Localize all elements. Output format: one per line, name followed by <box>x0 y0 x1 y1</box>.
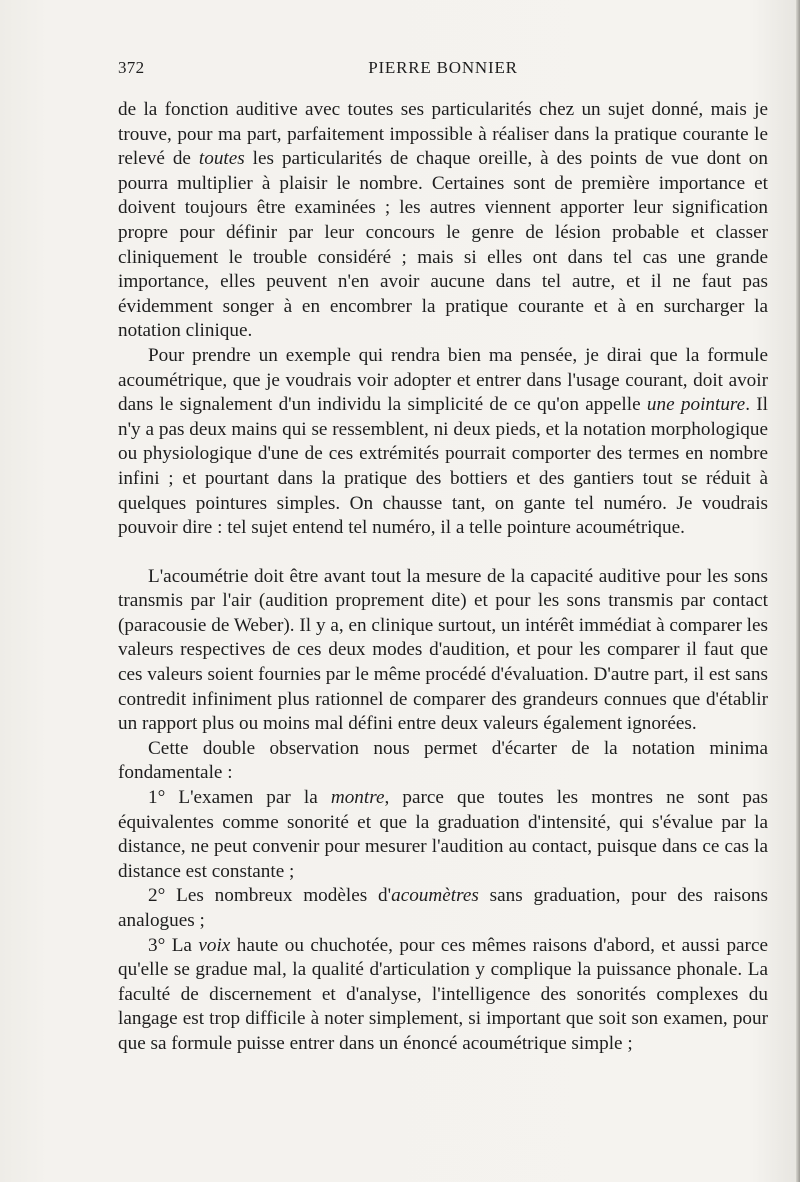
italic-run: voix <box>198 934 231 956</box>
italic-run: une pointure <box>646 394 746 416</box>
text-run: . Il n'y a pas deux mains qui se ressemblent, ni deux pieds, et la notation morphologique ou physiologique d'une de ces extrémités pourrait comporter des termes en nombre infini ; et pourtant dans la pratique des bottiers et des gantiers tout se réduit à quelques pointures simples. On chausse tant, on gante tel numéro. Je voudrais pouvoir dire : tel sujet entend tel numéro, il a telle pointure acoumétrique. <box>118 394 768 539</box>
paragraph <box>118 565 768 737</box>
italic-run: montre <box>330 787 385 809</box>
text-run: 1° L'examen par la <box>148 787 331 809</box>
text-run: haute ou chuchotée, pour ces mêmes raisons d'abord, et aussi parce qu'elle se gradue mal, la qualité d'articulation y complique la puissance phonale. La faculté de discernement et d'analyse, l'intelligence des sonorités complexes du langage est trop difficile à noter simplement, si important que soit son examen, pour que sa formule puisse entrer dans un énoncé acoumétrique simple ; <box>118 934 768 1054</box>
page-header <box>118 58 768 86</box>
text-run: de la fonction auditive avec toutes ses particularités chez un sujet donné, mais je trouve, pour ma part, parfaitement impossible à réaliser dans la pratique courante le relevé de <box>118 99 768 170</box>
italic-run: acoumètres <box>391 885 479 907</box>
text-run: Cette double observation nous permet d'écarter de la notation minima fondamentale : <box>118 737 768 784</box>
text-run: sans graduation, pour des raisons analogues ; <box>118 885 768 931</box>
text-run: Pour prendre un exemple qui rendra bien ma pensée, je dirai que la formule acoumétrique, que je voudrais voir adopter et entrer dans l'usage courant, doit avoir dans le signalement d'un individu la simplicité de ce qu'on appelle <box>118 344 768 416</box>
text-run: les particularités de chaque oreille, à des points de vue dont on pourra multiplier à plaisir le nombre. Certaines sont de première importance et doivent toujours être examinées ; les autres viennent apporter leur signification propre pour définir par leur concours le genre de lésion probable et classer cliniquement le trouble considéré ; mais si elles ont dans tel cas une grande importance, elles peuvent n'en avoir aucune dans tel autre, et il ne faut pas évidemment songer à en encombrer la pratique courante et à en surcharger la notation clinique. <box>118 148 768 342</box>
paragraph <box>118 344 768 541</box>
text-run: 3° La <box>148 934 199 956</box>
text-run: , parce que toutes les montres ne sont pas équivalentes comme sonorité et que la graduation d'intensité, qui s'évalue par la distance, ne peut convenir pour mesurer l'audition au contact, puisque dans ce cas la distance est constante ; <box>118 787 768 882</box>
body-text <box>118 98 768 1057</box>
text-run: 2° Les nombreux modèles d' <box>148 885 392 907</box>
list-item <box>118 884 768 933</box>
page-edge <box>796 0 800 1182</box>
text-run: L'acoumétrie doit être avant tout la mesure de la capacité auditive pour les sons transmis par l'air (audition proprement dite) et pour les sons transmis par contact (paracousie de Weber). Il y a, en clinique surtout, un intérêt immédiat à comparer les valeurs respectives de ces deux modes d'audition, et pour les comparer il faut que ces valeurs soient fournies par le même procédé d'évaluation. D'autre part, il est sans contredit infiniment plus rationnel de comparer des grandeurs connues que d'établir un rapport plus ou moins mal défini entre deux valeurs également ignorées. <box>118 565 768 735</box>
list-item <box>118 934 768 1057</box>
running-head: PIERRE BONNIER <box>368 58 518 77</box>
paragraph <box>118 737 768 786</box>
list-item <box>118 786 768 884</box>
paragraph <box>118 98 768 344</box>
italic-run: toutes <box>198 148 245 170</box>
page-number: 372 <box>118 58 145 77</box>
